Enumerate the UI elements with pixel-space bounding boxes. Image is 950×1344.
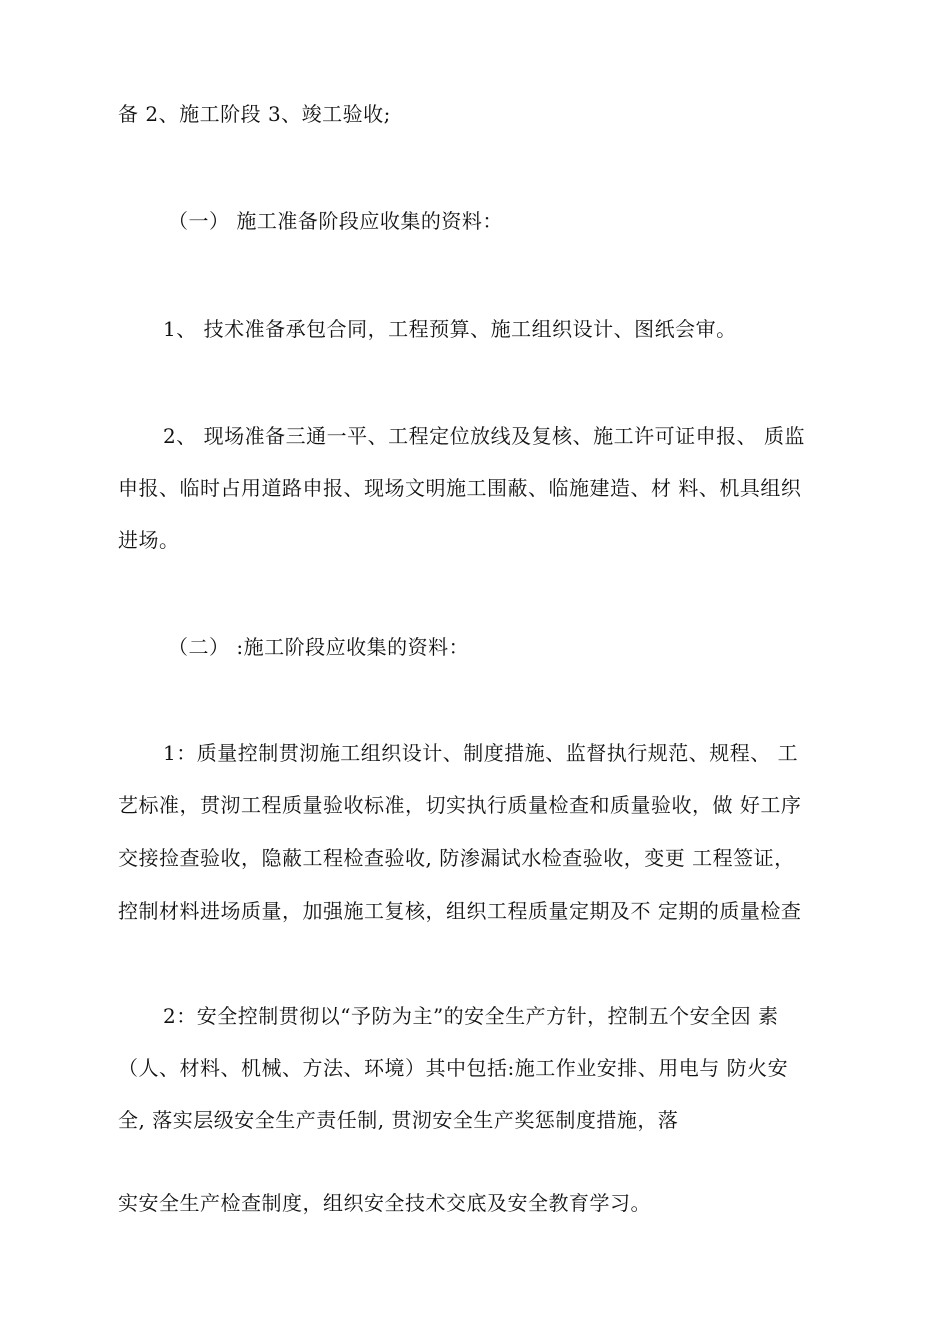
text-line: 2：安全控制贯彻以“予防为主”的安全生产方针，控制五个安全因 素 [163,1004,779,1028]
text-line: 申报、临时占用道路申报、现场文明施工围蔽、临施建造、材 料、机具组织 [118,476,802,500]
text-line: 艺标准，贯沏工程质量验收标准，切实执行质量检查和质量验收，做 好工序 [118,793,802,817]
text-line: 1：质量控制贯沏施工组织设计、制度措施、监督执行规范、规程、 工 [163,741,799,765]
text-line: 全, 落实层级安全生产责任制, 贯沏安全生产奖惩制度措施，落 [118,1108,679,1132]
text-line: 2、 现场准备三通一平、工程定位放线及复核、施工许可证申报、 质监 [163,424,805,448]
text-line: 1、 技术准备承包合同，工程预算、施工组织设计、图纸会审。 [163,317,737,341]
section-heading: （一） 施工准备阶段应收集的资料： [168,209,503,233]
text-line: 进场。 [118,528,180,552]
text-line: 备 2、施工阶段 3、竣工验收; [118,102,391,126]
text-line: （人、材料、机械、方法、环境）其中包括:施工作业安排、用电与 防火安 [118,1056,789,1080]
text-line: 控制材料进场质量，加强施工复核，组织工程质量定期及不 定期的质量检查 [118,899,802,923]
section-heading: （二） :施工阶段应收集的资料： [168,635,470,659]
text-line: 交接捡查验收，隐蔽工程检查验收, 防渗漏试水检查验收，变更 工程签证， [118,846,795,870]
text-line: 实安全生产检查制度，组织安全技术交底及安全教育学习。 [118,1191,651,1215]
